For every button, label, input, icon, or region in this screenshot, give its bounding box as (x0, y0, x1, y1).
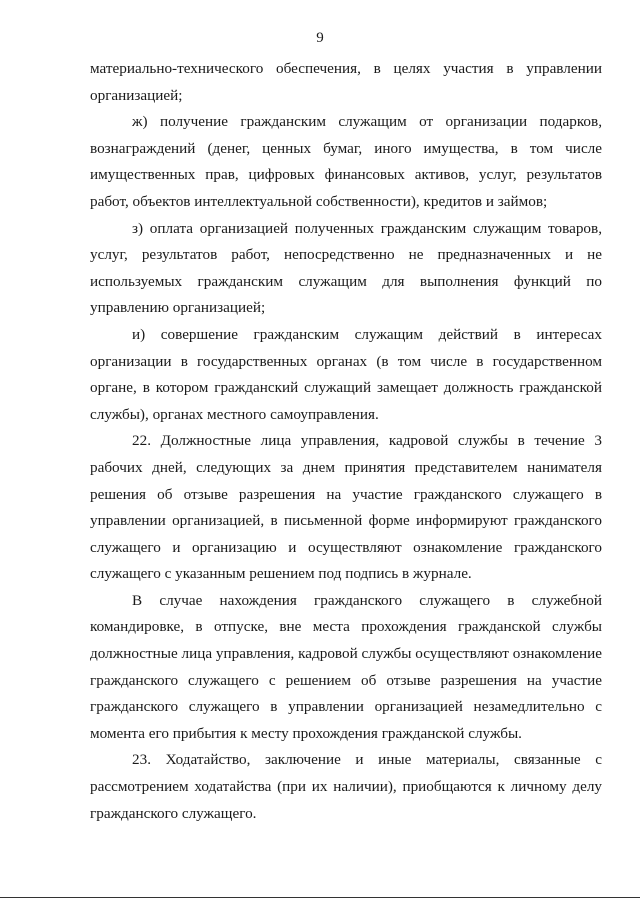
paragraph-continuation: материально-технического обеспечения, в целях участия в управлении организацией; (90, 60, 602, 104)
document-body (90, 56, 602, 827)
paragraph-clause-22: 22. Должностные лица управления, кадровой службы в течение 3 рабочих дней, следующих за днем принятия представителем нанимателя решения об отзыве разрешения на участие гражданского служащего в управлении организацией, в письменной форме информируют гражданского служащего и организацию и осуществляют ознакомление гражданского служащего с указанным решением под подпись в журнале. (90, 432, 602, 583)
paragraph-clause-22-cont: В случае нахождения гражданского служащего в служебной командировке, в отпуске, вне места прохождения гражданской службы должностные лица управления, кадровой службы осуществляют ознакомление гражданского служащего с решением об отзыве разрешения на участие гражданского служащего в управлении организацией незамедлительно с момента его прибытия к месту прохождения гражданской службы. (90, 591, 602, 742)
paragraph-item-i: и) совершение гражданским служащим действий в интересах организации в государственных органах (в том числе в государственном органе, в котором гражданский служащий замещает должность гражданской службы), органах местного самоуправления. (90, 325, 602, 423)
paragraph-item-z: з) оплата организацией полученных гражданским служащим товаров, услуг, результатов работ, непосредственно не предназначенных и не используемых гражданским служащим для выполнения функций по управлению организацией; (90, 219, 602, 317)
paragraph-item-zh: ж) получение гражданским служащим от организации подарков, вознаграждений (денег, ценных бумаг, иного имущества, в том числе имущественных прав, цифровых финансовых активов, услуг, результатов работ, объектов интеллектуальной собственности), кредитов и займов; (90, 113, 602, 210)
bottom-divider (0, 897, 640, 898)
paragraph-clause-23: 23. Ходатайство, заключение и иные материалы, связанные с рассмотрением ходатайства (при их наличии), приобщаются к личному делу гражданского служащего. (90, 751, 602, 822)
page-number: 9 (316, 30, 324, 46)
